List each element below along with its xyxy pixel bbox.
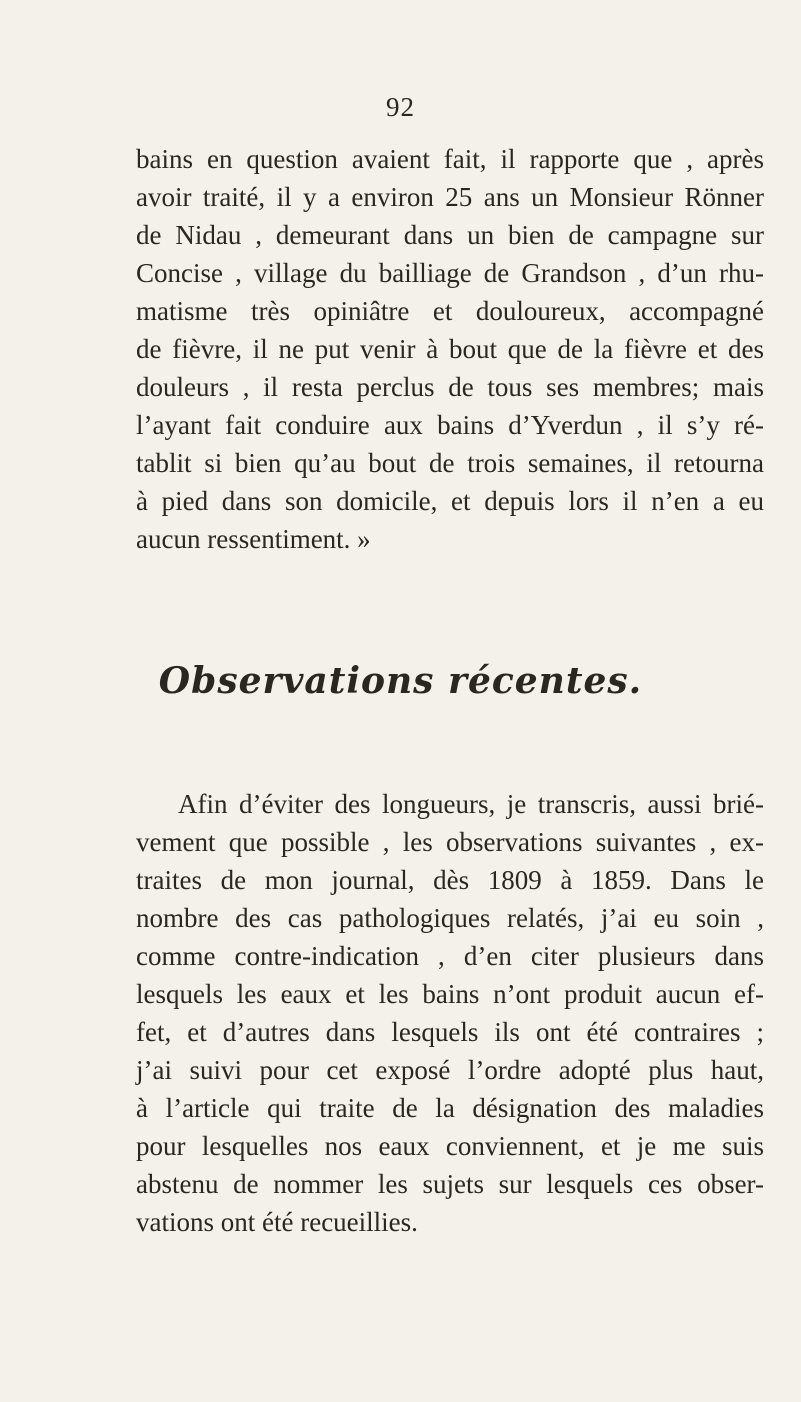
text-line: matisme très opiniâtre et douloureux, accompagné [136, 296, 764, 326]
text-line: Afin d’éviter des longueurs, je transcris, aussi brié- [178, 789, 764, 819]
text-line: à l’article qui traite de la désignation des maladies [136, 1093, 764, 1123]
text-line: j’ai suivi pour cet exposé l’ordre adopté plus haut, [136, 1055, 764, 1085]
text-line: de Nidau , demeurant dans un bien de campagne sur [136, 220, 764, 250]
text-line: à pied dans son domicile, et depuis lors il n’en a eu [136, 486, 764, 516]
text-line: pour lesquelles nos eaux conviennent, et je me suis [136, 1131, 764, 1161]
text-line: Concise , village du bailliage de Grandson , d’un rhu- [136, 258, 764, 288]
section-heading: Observations récentes. [158, 660, 643, 702]
text-line: comme contre-indication , d’en citer plusieurs dans [136, 941, 764, 971]
text-line: lesquels les eaux et les bains n’ont produit aucun ef- [136, 979, 764, 1009]
text-line: fet, et d’autres dans lesquels ils ont été contraires ; [136, 1017, 764, 1047]
text-line: aucun ressentiment. » [136, 524, 371, 554]
text-line: tablit si bien qu’au bout de trois semaines, il retourna [136, 448, 764, 478]
page-number: 92 [386, 92, 415, 122]
text-line: nombre des cas pathologiques relatés, j’ai eu soin , [136, 903, 764, 933]
text-line: douleurs , il resta perclus de tous ses membres; mais [136, 372, 764, 402]
text-line: bains en question avaient fait, il rapporte que , après [136, 144, 764, 174]
text-line: de fièvre, il ne put venir à bout que de la fièvre et des [136, 334, 764, 364]
text-line: abstenu de nommer les sujets sur lesquels ces obser- [136, 1169, 764, 1199]
text-line: vations ont été recueillies. [136, 1207, 418, 1237]
text-line: traites de mon journal, dès 1809 à 1859. Dans le [136, 865, 764, 895]
text-line: vement que possible , les observations suivantes , ex- [136, 827, 764, 857]
text-line: avoir traité, il y a environ 25 ans un Monsieur Rönner [136, 182, 764, 212]
text-line: l’ayant fait conduire aux bains d’Yverdun , il s’y ré- [136, 410, 764, 440]
